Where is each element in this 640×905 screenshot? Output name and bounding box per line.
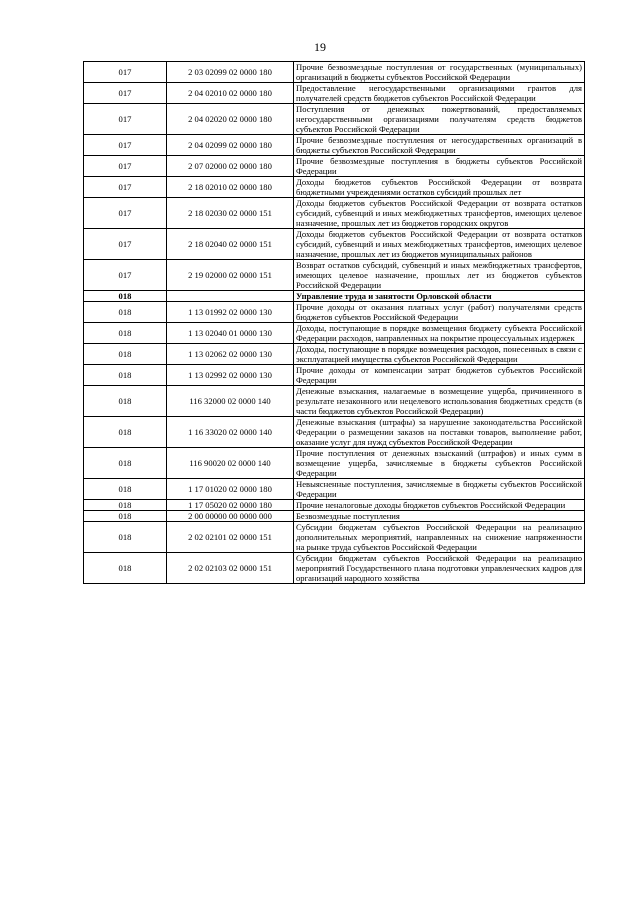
budget-code-cell: 2 18 02040 02 0000 151: [167, 229, 294, 260]
admin-code-cell: 018: [84, 500, 167, 511]
table-row: [84, 83, 585, 104]
admin-code-cell: 018: [84, 291, 167, 302]
admin-code-cell: 018: [84, 386, 167, 417]
table-row: [84, 522, 585, 553]
admin-code-cell: 018: [84, 323, 167, 344]
admin-code-cell: 018: [84, 448, 167, 479]
revenue-name-cell: Возврат остатков субсидий, субвенций и иных межбюджетных трансфертов, имеющих целевое назначение, прошлых лет из бюджетов субъектов Российской Федерации: [294, 260, 585, 291]
revenue-name-cell: Денежные взыскания, налагаемые в возмещение ущерба, причиненного в результате незаконного или нецелевого использования бюджетных средств (в части бюджетов субъектов Российской Федерации): [294, 386, 585, 417]
budget-code-cell: 2 18 02010 02 0000 180: [167, 177, 294, 198]
table-row: [84, 156, 585, 177]
budget-code-cell: 2 03 02099 02 0000 180: [167, 62, 294, 83]
admin-code-cell: 017: [84, 135, 167, 156]
revenue-name-cell: Доходы бюджетов субъектов Российской Федерации от возврата остатков субсидий, субвенций и иных межбюджетных трансфертов, имеющих целевое назначение, прошлых лет из бюджетов городских округов: [294, 198, 585, 229]
budget-code-cell: 2 18 02030 02 0000 151: [167, 198, 294, 229]
table-row: [84, 323, 585, 344]
table-row: [84, 553, 585, 584]
revenue-name-cell: Прочие безвозмездные поступления от негосударственных организаций в бюджеты субъектов Российской Федерации: [294, 135, 585, 156]
admin-code-cell: 018: [84, 344, 167, 365]
page-number: 19: [314, 40, 326, 54]
budget-code-cell: 1 17 05020 02 0000 180: [167, 500, 294, 511]
revenue-name-cell: Прочие безвозмездные поступления от государственных (муниципальных) организаций в бюджеты субъектов Российской Федерации: [294, 62, 585, 83]
admin-code-cell: 017: [84, 198, 167, 229]
table-row: [84, 386, 585, 417]
admin-code-cell: 017: [84, 104, 167, 135]
budget-code-cell: 1 17 01020 02 0000 180: [167, 479, 294, 500]
budget-code-cell: 2 02 02101 02 0000 151: [167, 522, 294, 553]
admin-code-cell: 018: [84, 522, 167, 553]
budget-code-cell: 1 13 02062 02 0000 130: [167, 344, 294, 365]
budget-code-cell: 1 13 01992 02 0000 130: [167, 302, 294, 323]
budget-revenue-table: [83, 61, 585, 584]
admin-code-cell: 017: [84, 83, 167, 104]
table-body: [84, 62, 585, 584]
admin-code-cell: 018: [84, 365, 167, 386]
table-row: [84, 291, 585, 302]
revenue-name-cell: Прочие поступления от денежных взысканий (штрафов) и иных сумм в возмещение ущерба, зачисляемые в бюджеты субъектов Российской Федерации: [294, 448, 585, 479]
admin-code-cell: 017: [84, 62, 167, 83]
budget-code-cell: 2 04 02010 02 0000 180: [167, 83, 294, 104]
admin-code-cell: 017: [84, 156, 167, 177]
table-row: [84, 500, 585, 511]
budget-code-cell: 116 90020 02 0000 140: [167, 448, 294, 479]
revenue-name-cell: Прочие неналоговые доходы бюджетов субъектов Российской Федерации: [294, 500, 585, 511]
revenue-name-cell: Субсидии бюджетам субъектов Российской Федерации на реализацию дополнительных мероприятий, направленных на снижение напряженности на рынке труда субъектов Российской Федерации: [294, 522, 585, 553]
revenue-name-cell: Безвозмездные поступления: [294, 511, 585, 522]
budget-code-cell: 116 32000 02 0000 140: [167, 386, 294, 417]
revenue-name-cell: Доходы, поступающие в порядке возмещения расходов, понесенных в связи с эксплуатацией имущества субъектов Российской Федерации: [294, 344, 585, 365]
budget-code-cell: 2 19 02000 02 0000 151: [167, 260, 294, 291]
budget-code-cell: [167, 291, 294, 302]
admin-code-cell: 017: [84, 229, 167, 260]
table-row: [84, 511, 585, 522]
budget-code-cell: 2 04 02020 02 0000 180: [167, 104, 294, 135]
budget-code-cell: 1 13 02040 01 0000 130: [167, 323, 294, 344]
table-row: [84, 62, 585, 83]
admin-code-cell: 018: [84, 302, 167, 323]
revenue-name-cell: Доходы бюджетов субъектов Российской Федерации от возврата бюджетными учреждениями остатков субсидий прошлых лет: [294, 177, 585, 198]
budget-code-cell: 2 07 02000 02 0000 180: [167, 156, 294, 177]
budget-code-cell: 2 04 02099 02 0000 180: [167, 135, 294, 156]
table-row: [84, 135, 585, 156]
table-row: [84, 417, 585, 448]
revenue-name-cell: Прочие доходы от компенсации затрат бюджетов субъектов Российской Федерации: [294, 365, 585, 386]
revenue-name-cell: Доходы, поступающие в порядке возмещения бюджету субъекта Российской Федерации расходов, направленных на покрытие процессуальных издержек: [294, 323, 585, 344]
budget-code-cell: 2 02 02103 02 0000 151: [167, 553, 294, 584]
budget-code-cell: 2 00 00000 00 0000 000: [167, 511, 294, 522]
table-row: [84, 177, 585, 198]
table-row: [84, 365, 585, 386]
admin-code-cell: 018: [84, 511, 167, 522]
table-row: [84, 479, 585, 500]
budget-code-cell: 1 16 33020 02 0000 140: [167, 417, 294, 448]
revenue-name-cell: Невыясненные поступления, зачисляемые в бюджеты субъектов Российской Федерации: [294, 479, 585, 500]
admin-code-cell: 017: [84, 260, 167, 291]
admin-code-cell: 018: [84, 553, 167, 584]
revenue-name-cell: Субсидии бюджетам субъектов Российской Федерации на реализацию мероприятий Государственного плана подготовки управленческих кадров для организаций народного хозяйства: [294, 553, 585, 584]
revenue-name-cell: Прочие доходы от оказания платных услуг (работ) получателями средств бюджетов субъектов Российской Федерации: [294, 302, 585, 323]
table-row: [84, 302, 585, 323]
table-row: [84, 198, 585, 229]
table-row: [84, 229, 585, 260]
admin-code-cell: 018: [84, 479, 167, 500]
revenue-name-cell: Предоставление негосударственными организациями грантов для получателей средств бюджетов субъектов Российской Федерации: [294, 83, 585, 104]
revenue-name-cell: Управление труда и занятости Орловской области: [294, 291, 585, 302]
revenue-name-cell: Поступления от денежных пожертвований, предоставляемых негосударственными организациями получателям средств бюджетов субъектов Российской Федерации: [294, 104, 585, 135]
revenue-name-cell: Прочие безвозмездные поступления в бюджеты субъектов Российской Федерации: [294, 156, 585, 177]
budget-code-cell: 1 13 02992 02 0000 130: [167, 365, 294, 386]
table-row: [84, 344, 585, 365]
revenue-name-cell: Денежные взыскания (штрафы) за нарушение законодательства Российской Федерации о размещении заказов на поставки товаров, выполнение работ, оказание услуг для нужд субъектов Российской Федерации: [294, 417, 585, 448]
revenue-name-cell: Доходы бюджетов субъектов Российской Федерации от возврата остатков субсидий, субвенций и иных межбюджетных трансфертов, имеющих целевое назначение, прошлых лет из бюджетов муниципальных районов: [294, 229, 585, 260]
table-row: [84, 104, 585, 135]
table-row: [84, 448, 585, 479]
admin-code-cell: 017: [84, 177, 167, 198]
table-row: [84, 260, 585, 291]
admin-code-cell: 018: [84, 417, 167, 448]
